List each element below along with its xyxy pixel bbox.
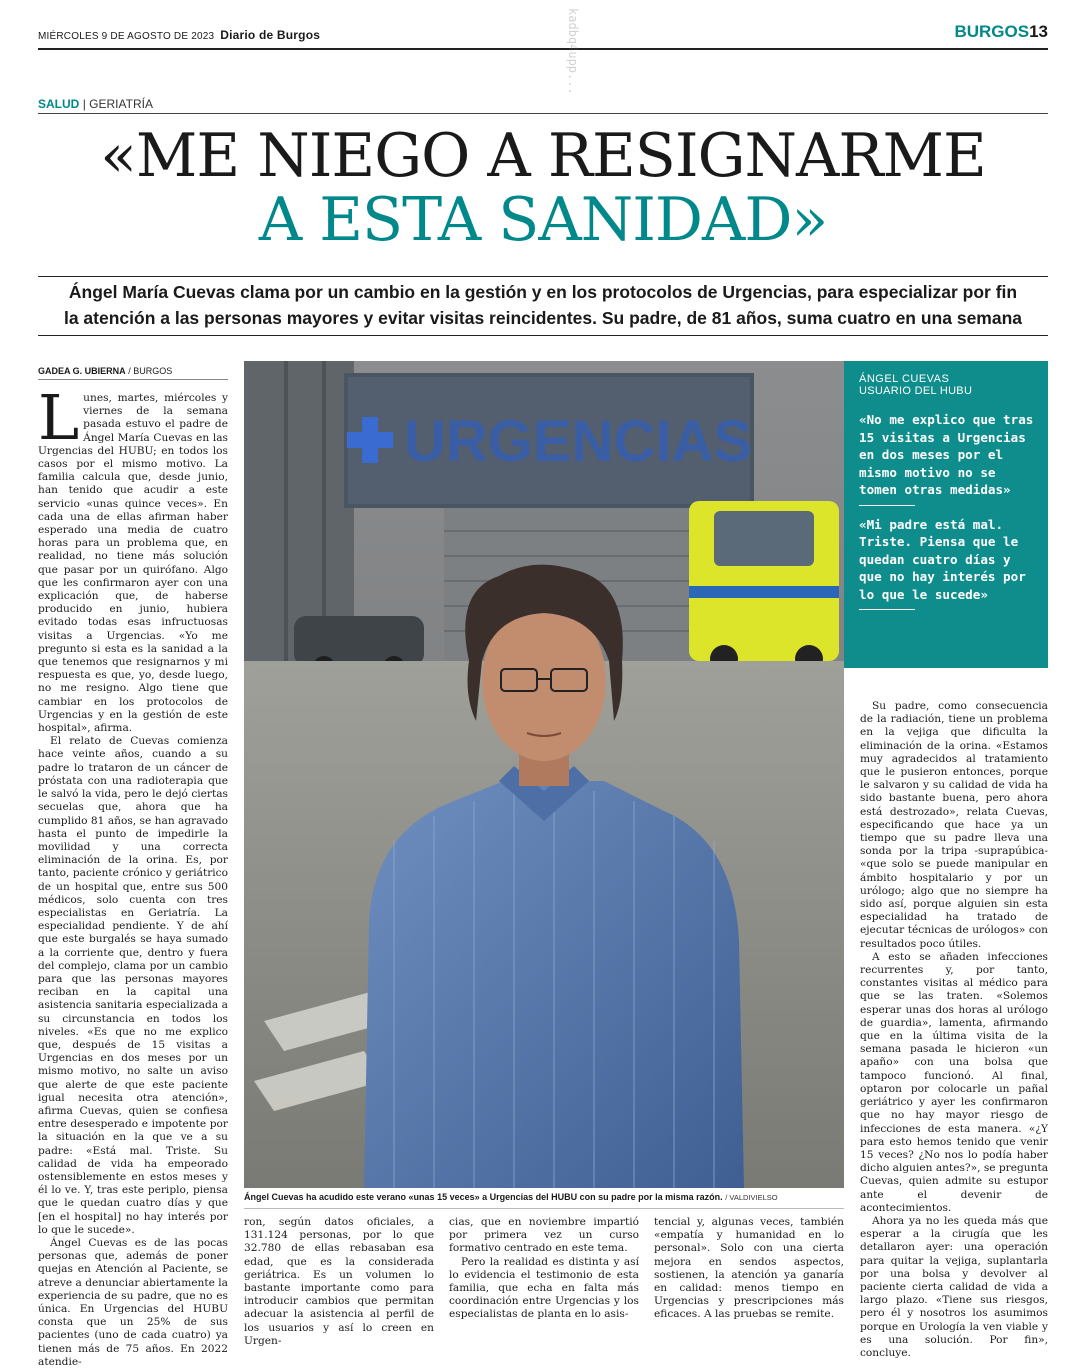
paragraph: tencial y, algunas veces, también «empatía y humanidad en lo personal». Solo con una cierta mejora en sendos aspectos, sostienen, la atención ya ganaría en calidad: menos tiempo en Urgencias y prescripciones más eficaces. A las pruebas se remite. (654, 1216, 844, 1321)
paragraph: Su padre, como consecuencia de la radiación, tiene un problema en la vejiga que dificulta la eliminación de la orina. «Estamos muy agradecidos al tratamiento que le pusieron entonces, porque le salvaron y su calidad de vida ha sido bastante buena, pero ahora está destrozado», relata Cuevas, especificando que hace ya un tiempo que su padre lleva una sonda por la tripa -suprapúbica- «que solo se puede manipular en ámbito hospitalario y por un urólogo; algo que no siempre ha sido así, porque alguien sin esta especialidad ha tratado de ejecutar técnicas de urólogos» con resultados poco útiles. (860, 700, 1048, 950)
pull-quote-box (844, 361, 1048, 668)
article-column-4 (654, 1216, 844, 1340)
paragraph: Ángel Cuevas es de las pocas personas que, además de poner quejas en Atención al Paciente, se atreve a denunciar abiertamente la experiencia de su padre, que no es única. En Urgencias del HUBU consta que un 25% de sus pacientes (uno de cada cuatro) ya tienen más de 75 años. En 2022 atendie- (38, 1237, 228, 1368)
photo-caption (244, 1192, 844, 1202)
headline-line-1: «ME NIEGO A RESIGNARME (100, 121, 986, 191)
paragraph: A esto se añaden infecciones recurrentes y, por tanto, constantes visitas al médico para que se las traten. «Solemos esperar unas dos horas al urólogo de guardia», lamenta, afirmando que en la última visita de la semana pasada le hicieron «un apaño» con una bolsa que tampoco funcionó. Al final, optaron por colocarle un pañal geriátrico y ayer les confirmaron que no hay mayor riesgo de infecciones de esta manera. «¿Y para esto hemos tenido que venir 15 veces? ¿No nos lo podía haber dicho alguien antes?», se pregunta Cuevas, quien admite su estupor ante el devenir de acontecimientos. (860, 950, 1049, 1214)
paragraph: ron, según datos oficiales, a 131.124 personas, por lo que 32.780 de ellas rebasaban esa edad, que es la considerada geriátrica. Es un volumen lo bastante importante como para introducir cambios que permitan adecuar la asistencia al perfil de los usuarios y así lo creen en Urgen- (244, 1216, 434, 1347)
kicker-section: SALUD (38, 97, 80, 111)
subhead-line-2: la atención a las personas mayores y evitar visitas reincidentes. Su padre, de 81 años, suma cuatro en una semana (63, 308, 1023, 328)
quote-person-role: USUARIO DEL HUBU (859, 385, 973, 397)
quote-divider (859, 609, 915, 610)
byline (38, 366, 228, 380)
quote-person-name: ÁNGEL CUEVAS (859, 373, 950, 385)
photo-credit: / VALDIVIELSO (725, 1193, 778, 1202)
issue-date: MIÉRCOLES 9 DE AGOSTO DE 2023 (38, 31, 215, 42)
caption-rule (244, 1208, 844, 1209)
article-column-3 (449, 1216, 639, 1340)
headline-line-2: A ESTA SANIDAD» (258, 185, 828, 255)
section-page-label (954, 22, 1048, 42)
kicker-separator: | (82, 97, 86, 111)
photo-illustration (244, 361, 844, 1188)
kicker-topic: GERIATRÍA (89, 97, 153, 111)
pull-quote-1: «No me explico que tras 15 visitas a Urgencias en dos meses por el mismo motivo no se tomen otras medidas» (859, 412, 1034, 497)
subheadline (38, 276, 1048, 336)
paragraph: Lunes, martes, miércoles y viernes de la semana pasada estuvo el padre de Ángel María Cuevas en las Urgencias del HUBU; en todos los casos por el mismo motivo. La familia calcula que, desde junio, han tenido que acudir a este servicio «unas quince veces». En cada una de ellas afirman haber esperado una media de cuatro horas para un problema que, en realidad, no tiene más solución que pasar por un quirófano. Algo que les confirmaron ayer con una explicación que, de haberse producido en junio, hubiera evitado todas esas infructuosas visitas a Urgencias. «Yo me pregunto si esta es la sanidad a la que tenemos que resignarnos y mi respuesta es que, yo, desde luego, no me resigno. Algo tiene que cambiar en los protocolos de Urgencias y en la gestión de este hospital», afirma. (38, 381, 228, 735)
quote-divider (859, 505, 915, 506)
paragraph: El relato de Cuevas comienza hace veinte años, cuando a su padre lo trataron de un cáncer de próstata con una radioterapia que le salvó la vida, pero le dejó ciertas secuelas que, ahora que ha cumplido 81 años, se han agravado hasta el punto de impedirle la movilidad y una correcta eliminación de la orina. Es, por tanto, paciente crónico y geriátrico de un hospital que, entre sus 500 médicos, solo cuenta con tres especialistas en Geriatría. La especialidad pendiente. Y de ahí que este burgalés se haya sumado a la corriente que, dentro y fuera del complejo, clama por un cambio para que las personas mayores reciban en la capital una asistencia sanitaria especializada a su circunstancia en todos los niveles. «Es que no me explico que, después de 15 visitas a Urgencias en dos meses por un mismo motivo, no salte un aviso que alerte de que este paciente igual necesita otra atención», afirma Cuevas, quien se confiesa entre desesperado e impotente por la situación en la que ve a su padre: «Está mal. Triste. Su calidad de vida ha empeorado ostensiblemente en estos meses y él lo ve. Y, tras este periplo, piensa que le quedan cuatro días y que [en el hospital] no hay interés por lo que le sucede». (38, 735, 228, 1236)
article-column-1 (38, 381, 228, 1368)
drop-cap: L (38, 381, 80, 454)
urgencias-sign: URGENCIAS (404, 409, 753, 474)
paragraph: Ahora ya no les queda más que esperar a la cirugía que les detallaron ayer: una operación para quitar la vejiga, suplantarla por una bolsa y devolver al paciente cierta calidad de vida a largo plazo. «Tiene sus riesgos, pero él y nosotros los asumimos porque en Urología la ven viable y es una solución. Por fin», concluye. (860, 1214, 1048, 1359)
subhead-line-1: Ángel María Cuevas clama por un cambio en la gestión y en los protocolos de Urgencias, para especializar por fin (68, 282, 1018, 302)
byline-location: / BURGOS (128, 366, 173, 376)
header-date-line (38, 28, 320, 42)
newspaper-name: Diario de Burgos (220, 28, 321, 42)
kicker-rule (38, 113, 1048, 114)
paragraph: Pero la realidad es distinta y así lo evidencia el testimonio de esta familia, que echa en falta más coordinación entre Urgencias y los especialistas de planta en lo asis- (449, 1255, 639, 1321)
headline (38, 121, 1048, 255)
author-name: GADEA G. UBIERNA (38, 366, 126, 376)
article-column-2 (244, 1216, 434, 1347)
kicker (38, 97, 153, 111)
article-photo (244, 361, 844, 1188)
page-number: 13 (1029, 22, 1048, 41)
article-column-5 (860, 700, 1049, 1359)
section-name: BURGOS (954, 22, 1030, 41)
caption-text: Ángel Cuevas ha acudido este verano «unas 15 veces» a Urgencias del HUBU con su padre por la misma razón. (244, 1192, 723, 1202)
page-header (38, 22, 1048, 50)
pull-quote-2: «Mi padre está mal. Triste. Piensa que le quedan cuatro días y que no hay interés por lo que le sucede» (859, 516, 1026, 602)
watermark-text: kadbq4upp... (566, 8, 580, 95)
paragraph: cias, que en noviembre impartió por primera vez un curso formativo centrado en este tema. (449, 1216, 639, 1255)
